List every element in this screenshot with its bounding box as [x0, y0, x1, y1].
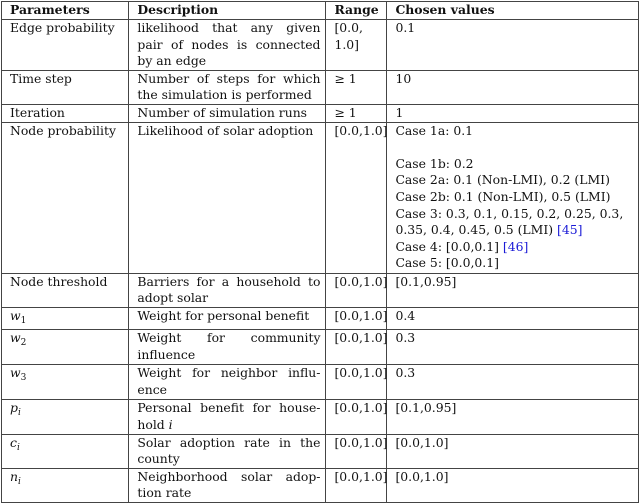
chosen-cell: [387, 122, 639, 273]
table-row-p-i: [2, 400, 639, 434]
parameter-cell: Iteration: [2, 104, 129, 122]
case-4: [395, 239, 633, 256]
parameter-cell: Edge probability: [2, 20, 129, 71]
parameter-cell: Node probability: [2, 122, 129, 273]
chosen-cell: [0.0,1.0]: [387, 434, 639, 468]
symbol: w: [10, 330, 21, 346]
parameter-cell: [2, 307, 129, 330]
table-row-node-probability: [2, 122, 639, 273]
chosen-cell: 1: [387, 104, 639, 122]
math-variable: i: [168, 416, 173, 432]
description-cell: [129, 400, 326, 434]
description-cell: Barriers for a household to adopt solar: [129, 273, 326, 307]
case-4-values: Case 4: [0.0,0.1]: [395, 238, 503, 254]
symbol: w: [10, 365, 21, 381]
symbol: c: [10, 434, 17, 450]
range-cell: [0.0,1.0]: [326, 434, 387, 468]
range-line: [0.0,: [334, 20, 363, 35]
subscript: 1: [20, 315, 27, 326]
range-cell: [0.0,1.0]: [326, 365, 387, 400]
symbol: p: [10, 400, 18, 416]
range-cell: [326, 20, 387, 71]
table-row-node-threshold: [2, 273, 639, 307]
chosen-cell: [0.0,1.0]: [387, 468, 639, 502]
range-cell: [0.0,1.0]: [326, 307, 387, 330]
case-5: Case 5: [0.0,0.1]: [395, 255, 499, 271]
case-3-values: 0.35, 0.4, 0.45, 0.5 (LMI): [395, 222, 558, 238]
table-row-time-step: [2, 70, 639, 104]
chosen-cell: 0.4: [387, 307, 639, 330]
range-cell: [0.0,1.0]: [326, 122, 387, 273]
header-parameters: Parameters: [2, 2, 129, 20]
range-line: 1.0]: [334, 36, 360, 52]
parameters-table-container: [1, 1, 639, 503]
citation-46-link[interactable]: [46]: [502, 238, 529, 254]
subscript: 3: [20, 373, 27, 384]
chosen-cell: 10: [387, 70, 639, 104]
parameter-cell: [2, 434, 129, 468]
parameters-table: [1, 1, 639, 503]
citation-45-link[interactable]: [45]: [557, 222, 583, 238]
case-2b: Case 2b: 0.1 (Non-LMI), 0.5 (LMI): [395, 188, 611, 204]
parameter-cell: [2, 468, 129, 502]
symbol: n: [10, 468, 18, 484]
table-row-iteration: [2, 104, 639, 122]
description-cell: Weight for community influence: [129, 330, 326, 365]
range-cell: [0.0,1.0]: [326, 330, 387, 365]
description-cell: Number of steps for which the simulation is performed: [129, 70, 326, 104]
subscript: i: [17, 408, 21, 419]
chosen-cell: 0.3: [387, 365, 639, 400]
description-cell: Solar adoption rate in the county: [129, 434, 326, 468]
subscript: i: [17, 476, 21, 487]
description-text: Personal benefit for household: [137, 400, 321, 432]
case-3-line-2: [395, 222, 633, 239]
parameter-cell: [2, 365, 129, 400]
case-3-line-1: Case 3: 0.3, 0.1, 0.15, 0.2, 0.25, 0.3,: [395, 205, 624, 221]
header-description: Description: [129, 2, 326, 20]
table-row-w1: [2, 307, 639, 330]
chosen-cell: [0.1,0.95]: [387, 273, 639, 307]
description-cell: Weight for personal benefit: [129, 307, 326, 330]
chosen-cell: 0.3: [387, 330, 639, 365]
chosen-cell: 0.1: [387, 20, 639, 71]
symbol: w: [10, 307, 21, 323]
description-cell: Neighborhood solar adoption rate: [129, 468, 326, 502]
case-1a: Case 1a: 0.1: [395, 122, 474, 138]
spacer: [395, 139, 633, 156]
table-row-n-i: [2, 468, 639, 502]
range-cell: [0.0,1.0]: [326, 400, 387, 434]
table-row-w2: [2, 330, 639, 365]
parameter-cell: [2, 330, 129, 365]
table-row-w3: [2, 365, 639, 400]
description-cell: likelihood that any given pair of nodes is connected by an edge: [129, 20, 326, 71]
description-cell: Number of simulation runs: [129, 104, 326, 122]
parameter-cell: [2, 400, 129, 434]
range-cell: [0.0,1.0]: [326, 468, 387, 502]
subscript: 2: [20, 338, 27, 349]
header-range: Range: [326, 2, 387, 20]
table-row-edge-probability: [2, 20, 639, 71]
case-2a: Case 2a: 0.1 (Non-LMI), 0.2 (LMI): [395, 172, 610, 188]
parameter-cell: Node threshold: [2, 273, 129, 307]
subscript: i: [16, 442, 20, 453]
header-chosen-values: Chosen values: [387, 2, 639, 20]
description-cell: Weight for neighbor influence: [129, 365, 326, 400]
table-row-c-i: [2, 434, 639, 468]
range-cell: ≥ 1: [326, 104, 387, 122]
description-cell: Likelihood of solar adoption: [129, 122, 326, 273]
chosen-cell: [0.1,0.95]: [387, 400, 639, 434]
case-1b: Case 1b: 0.2: [395, 155, 474, 171]
header-row: [2, 2, 639, 20]
range-cell: ≥ 1: [326, 70, 387, 104]
parameter-cell: Time step: [2, 70, 129, 104]
range-cell: [0.0,1.0]: [326, 273, 387, 307]
